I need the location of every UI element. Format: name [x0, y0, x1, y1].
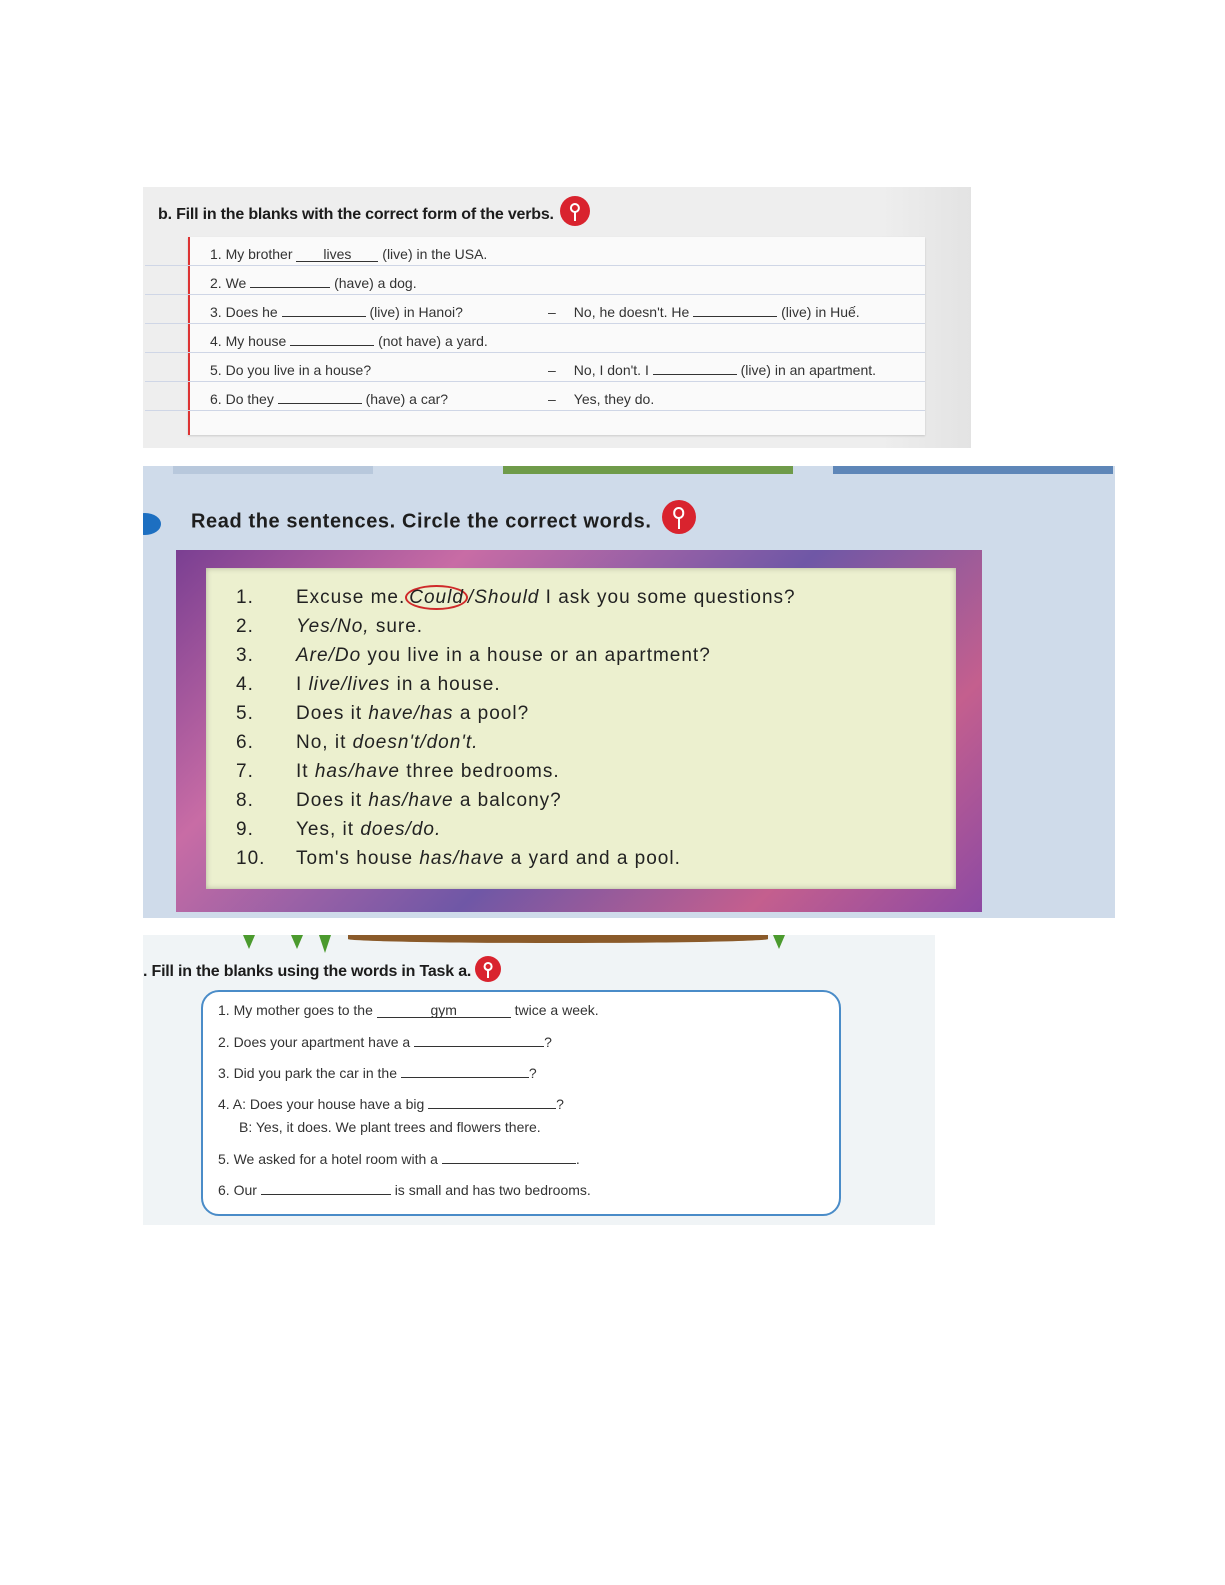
answer-blank[interactable]: [414, 1046, 544, 1047]
choice-option[interactable]: has/have: [368, 790, 454, 811]
leaf-icon: [291, 935, 303, 949]
exercise-b-answer-5: – No, I don't. I (live) in an apartment.: [548, 362, 877, 378]
exercise-c-item-7: It has/have three bedrooms.: [296, 761, 560, 782]
exercise-d-item-6: 6. Our is small and has two bedrooms.: [218, 1182, 591, 1198]
choice-option[interactable]: live/lives: [308, 674, 391, 695]
exercise-d-title-text: . Fill in the blanks using the words in Task a.: [143, 963, 472, 981]
exercise-d-item-1: 1. My mother goes to the gym twice a week.: [218, 1002, 599, 1018]
answer-blank[interactable]: [282, 316, 366, 317]
answer-blank[interactable]: [428, 1108, 556, 1109]
bullet-icon: [143, 513, 161, 535]
choice-option[interactable]: /Should: [467, 587, 540, 608]
exercise-b-item-1: 1. My brother lives (live) in the USA.: [210, 246, 488, 262]
answer-blank[interactable]: [278, 403, 362, 404]
exercise-b-answer-3: – No, he doesn't. He (live) in Huế.: [548, 304, 860, 320]
exercise-c-title: [191, 510, 696, 534]
exercise-b-item-2: 2. We (have) a dog.: [210, 275, 417, 291]
leaf-icon: [319, 935, 331, 953]
exercise-c-item-8: Does it has/have a balcony?: [296, 790, 562, 811]
exercise-b-title-text: b. Fill in the blanks with the correct form of the verbs.: [158, 206, 554, 224]
choice-option[interactable]: does/do.: [360, 819, 442, 840]
item-number: 8.: [236, 790, 254, 811]
choice-option[interactable]: has/have: [419, 848, 505, 869]
exercise-d-item-5: 5. We asked for a hotel room with a .: [218, 1151, 580, 1167]
item-number: 7.: [236, 761, 254, 782]
item-number: 3.: [236, 645, 254, 666]
exercise-c-title-text: Read the sentences. Circle the correct words.: [191, 510, 652, 533]
answer-blank[interactable]: gym: [377, 1003, 511, 1018]
item-number: 2.: [236, 616, 254, 637]
answer-blank[interactable]: [442, 1163, 576, 1164]
exercise-b-title: [158, 204, 590, 226]
exercise-d-box: [201, 990, 841, 1216]
item-number: 4.: [236, 674, 254, 695]
item-number: 5.: [236, 703, 254, 724]
answer-blank[interactable]: [401, 1077, 529, 1078]
key-icon: [662, 500, 696, 534]
exercise-b-item-5: 5. Do you live in a house?: [210, 362, 372, 378]
exercise-d-item-4: 4. A: Does your house have a big ?: [218, 1096, 564, 1112]
answer-blank[interactable]: [250, 287, 330, 288]
leaf-icon: [773, 935, 785, 949]
exercise-c-item-4: I live/lives in a house.: [296, 674, 501, 695]
choice-option[interactable]: have/has: [368, 703, 454, 724]
exercise-d-item-4b: B: Yes, it does. We plant trees and flowers there.: [239, 1119, 541, 1135]
choice-option[interactable]: has/have: [314, 761, 400, 782]
answer-blank[interactable]: [290, 345, 374, 346]
exercise-c-item-6: No, it doesn't/don't.: [296, 732, 479, 753]
choice-option[interactable]: Yes/No,: [296, 616, 370, 637]
exercise-b-item-4: 4. My house (not have) a yard.: [210, 333, 488, 349]
exercise-b-answer-6: – Yes, they do.: [548, 391, 655, 407]
key-icon: [475, 956, 501, 982]
exercise-c-item-9: Yes, it does/do.: [296, 819, 442, 840]
circled-answer[interactable]: Could: [405, 585, 468, 610]
key-icon: [560, 196, 590, 226]
item-number: 9.: [236, 819, 254, 840]
exercise-d-item-3: 3. Did you park the car in the ?: [218, 1065, 537, 1081]
exercise-d-item-2: 2. Does your apartment have a ?: [218, 1034, 552, 1050]
answer-blank[interactable]: [693, 316, 777, 317]
exercise-b-item-6: 6. Do they (have) a car?: [210, 391, 449, 407]
choice-option[interactable]: doesn't/don't.: [352, 732, 479, 753]
exercise-c-item-2: Yes/No, sure.: [296, 616, 424, 637]
answer-blank[interactable]: [261, 1194, 391, 1195]
answer-blank[interactable]: lives: [296, 247, 378, 262]
exercise-d: [143, 935, 935, 1225]
item-number: 1.: [236, 587, 254, 608]
exercise-c-item-5: Does it have/has a pool?: [296, 703, 530, 724]
exercise-c-item-3: Are/Do you live in a house or an apartment?: [296, 645, 711, 666]
answer-blank[interactable]: [653, 374, 737, 375]
item-number: 10.: [236, 848, 266, 869]
exercise-c-item-1: Excuse me. Could /Should I ask you some questions?: [296, 587, 796, 608]
exercise-c-frame: [176, 550, 982, 912]
exercise-d-title: [143, 962, 501, 982]
item-number: 6.: [236, 732, 254, 753]
exercise-b: [143, 187, 971, 448]
decorative-strip: [143, 466, 1115, 476]
leaf-icon: [243, 935, 255, 949]
exercise-c: [143, 466, 1115, 918]
exercise-c-item-10: Tom's house has/have a yard and a pool.: [296, 848, 681, 869]
choice-option[interactable]: Are/Do: [296, 645, 362, 666]
exercise-b-item-3: 3. Does he (live) in Hanoi?: [210, 304, 463, 320]
decorative-branch: [348, 935, 768, 943]
exercise-c-panel: [206, 568, 956, 889]
exercise-b-notebook: [188, 237, 925, 435]
